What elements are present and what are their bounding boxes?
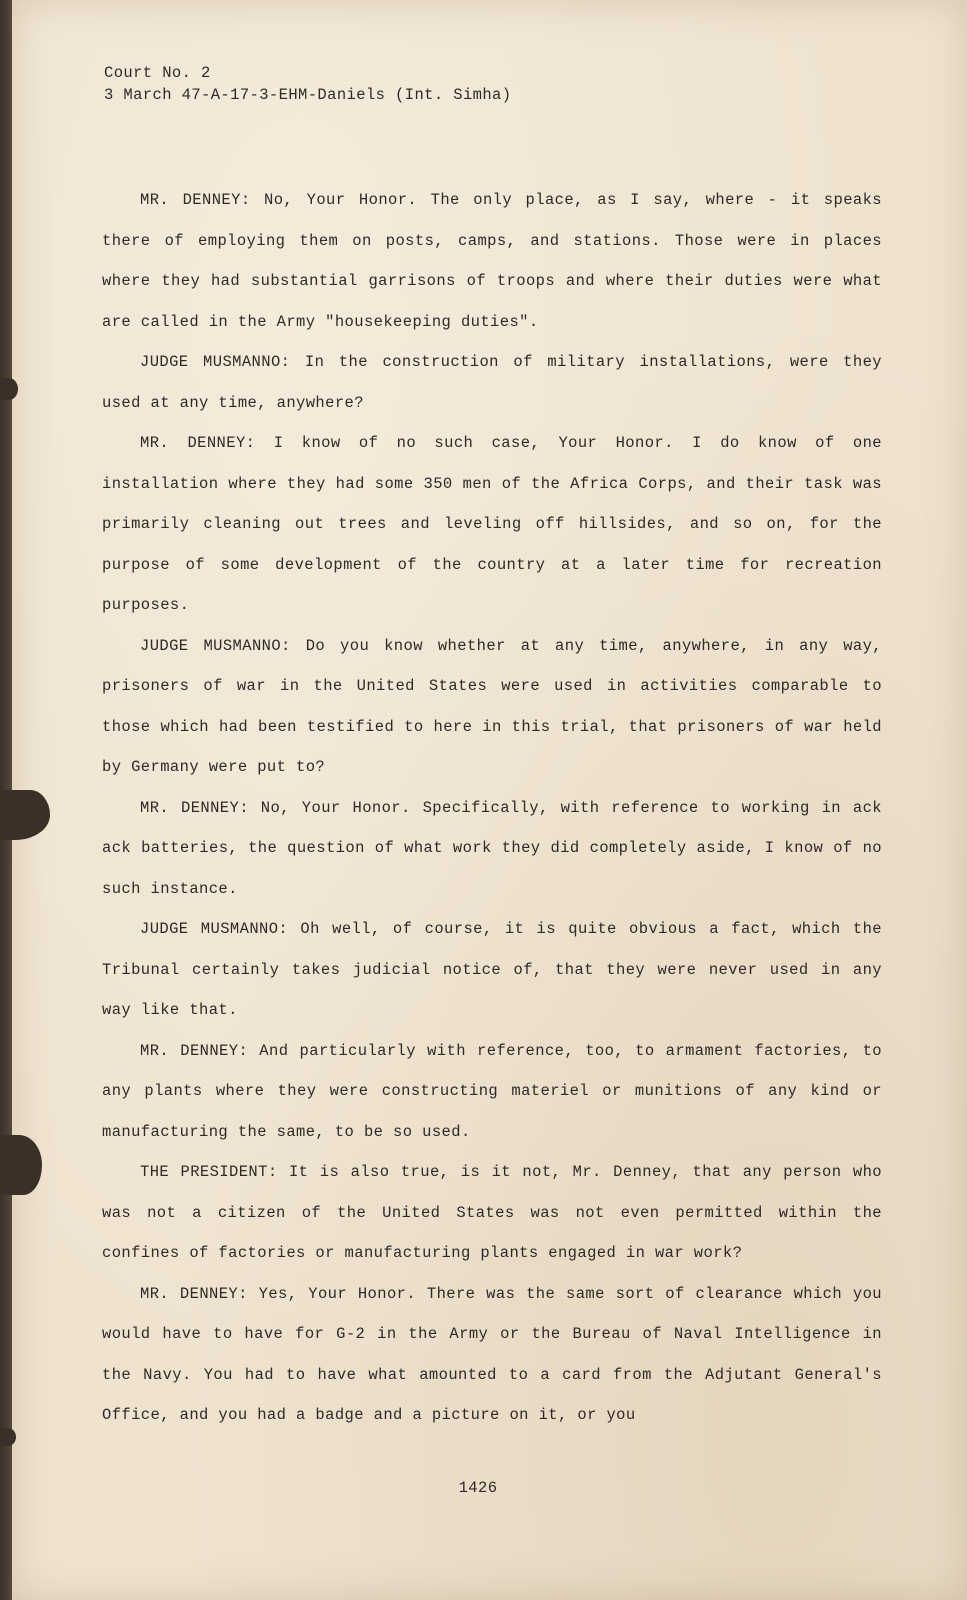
paragraph-denney-africa-corps: MR. DENNEY: I know of no such case, Your Honor. I do know of one installation where they had some 350 men of the Africa Corps, and their task was primarily cleaning out trees and leveling off hillsides, and so on, for the purpose of some development of the country at a later time for recreation purposes. xyxy=(102,434,882,614)
page-number: 1426 xyxy=(458,1479,498,1497)
session-line: 3 March 47-A-17-3-EHM-Daniels (Int. Simha) xyxy=(104,86,512,104)
paragraph-denney-posts-camps: MR. DENNEY: No, Your Honor. The only place, as I say, where - it speaks there of employing them on posts, camps, and stations. Those were in places where they had substantial garrisons of troops and where their duties were what are called in the Army "housekeeping duties". xyxy=(102,191,882,331)
paragraph-denney-clearance: MR. DENNEY: Yes, Your Honor. There was the same sort of clearance which you would have to have for G-2 in the Army or the Bureau of Naval Intelligence in the Navy. You had to have what amounted to a card from the Adjutant General's Office, and you had a badge and a picture on it, or you xyxy=(102,1284,882,1424)
document-header xyxy=(104,62,511,106)
paper-tear xyxy=(0,378,18,400)
paper-tear xyxy=(0,1135,42,1195)
paragraph-denney-armament: MR. DENNEY: And particularly with reference, too, to armament factories, to any plants where they were constructing materiel or munitions of any kind or manufacturing the same, to be so used. xyxy=(102,1041,882,1141)
paragraph-musmanno-judicial-notice: JUDGE MUSMANNO: Oh well, of course, it is quite obvious a fact, which the Tribunal certainly takes judicial notice of, that they were never used in any way like that. xyxy=(102,920,882,1019)
paragraph-president-citizen: THE PRESIDENT: It is also true, is it not, Mr. Denney, that any person who was not a citizen of the United States was not even permitted within the confines of factories or manufacturing plants engaged in war work? xyxy=(102,1163,882,1262)
paragraph-musmanno-comparable: JUDGE MUSMANNO: Do you know whether at any time, anywhere, in any way, prisoners of war in the United States were used in activities comparable to those which had been testified to here in this trial, that prisoners of war held by Germany were put to? xyxy=(102,636,882,776)
document-page xyxy=(12,0,967,1600)
transcript-body xyxy=(102,180,882,1436)
paragraph-musmanno-construction: JUDGE MUSMANNO: In the construction of military installations, were they used at any time, anywhere? xyxy=(102,353,882,412)
paper-tear xyxy=(0,1428,16,1446)
paragraph-denney-ack-ack: MR. DENNEY: No, Your Honor. Specifically, with reference to working in ack ack batteries, the question of what work they did completely aside, I know of no such instance. xyxy=(102,798,882,898)
court-label: Court No. 2 xyxy=(104,64,211,82)
